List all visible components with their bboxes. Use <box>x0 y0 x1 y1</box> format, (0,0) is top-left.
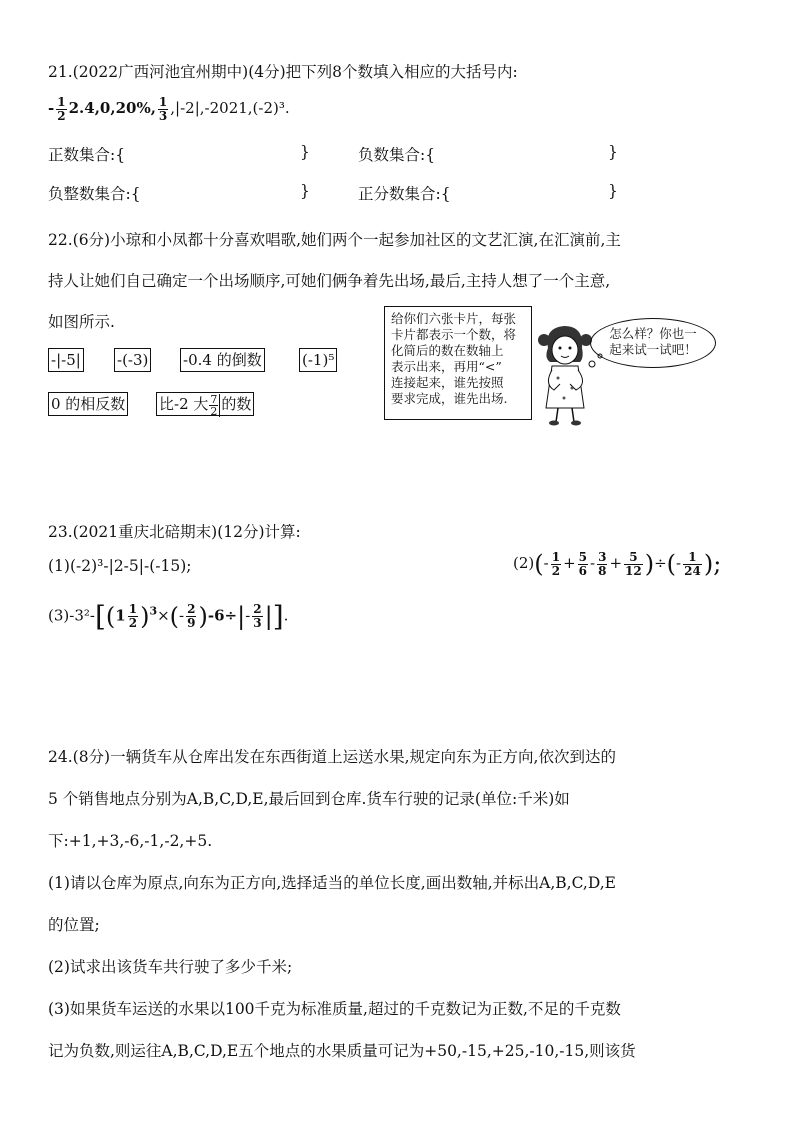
q21-minus: - <box>48 99 55 118</box>
q21-set-positive: 正数集合:{ <box>48 146 126 164</box>
speech-line: 卡片都表示一个数，将 <box>391 327 517 342</box>
q21-set-negative: 负数集合:{ <box>358 146 436 164</box>
q22-line1: 22.(6分)小琼和小凤都十分喜欢唱歌,她们两个一起参加社区的文艺汇演,在汇演前,主 <box>48 231 621 249</box>
q21-frac-half: $\frac{1}{2}$ <box>57 95 66 123</box>
speech-line: 表示出来，再用“<” <box>391 359 502 374</box>
q21-numbers <box>48 96 290 122</box>
q24-line: (1)请以仓库为原点,向东为正方向,选择适当的单位长度,画出数轴,并标出A,B,C,D,E <box>48 874 616 892</box>
q21-set-pos-fraction: 正分数集合:{ <box>358 185 451 203</box>
q24-line: (3)如果货车运送的水果以100千克为标准质量,超过的千克数记为正数,不足的千克数 <box>48 1000 621 1018</box>
speech-line: 连接起来，谁先按照 <box>391 375 504 390</box>
girl-thought-bubble <box>590 318 716 368</box>
q24-line: 记为负数,则运往A,B,C,D,E五个地点的水果质量可记为+50,-15,+25,-10,-15,则该货 <box>48 1042 636 1060</box>
q22-line3: 如图所示. <box>48 313 115 331</box>
card-3: -0.4 的倒数 <box>180 348 265 372</box>
q24-line: 5 个销售地点分别为A,B,C,D,E,最后回到仓库.货车行驶的记录(单位:千米)如 <box>48 790 570 808</box>
q23-header: 23.(2021重庆北碚期末)(12分)计算: <box>48 523 301 541</box>
q24-line: 下:+1,+3,-6,-1,-2,+5. <box>48 832 213 850</box>
card-5: 0 的相反数 <box>48 392 128 416</box>
card-2: -(-3) <box>114 348 151 372</box>
card-6 <box>156 392 254 416</box>
q23-part1: (1)(-2)³-|2-5|-(-15); <box>48 557 192 575</box>
q21-set-negative-close: } <box>608 143 618 161</box>
q21-nums-mid: 2.4,0,20%, <box>68 99 156 118</box>
q21-frac-third: $\frac{1}{3}$ <box>158 95 168 123</box>
host-speech-box <box>384 306 532 420</box>
card-6-text-b: 的数 <box>221 395 252 413</box>
q23-part3: (3)-3²-[(1 $\frac{1}{2}$ )$^3$×(- $\frac{2}{9}$ )-6÷|- $\frac{2}{3}$ |]. <box>48 600 289 633</box>
card-6-frac: $\frac{7}{2}$ <box>209 394 220 417</box>
card-4: (-1)⁵ <box>299 348 337 372</box>
q21-set-positive-close: } <box>300 143 310 161</box>
q21-nums-rest: ,|-2|,-2021,(-2)³. <box>170 99 290 118</box>
speech-line: 化简后的数在数轴上 <box>391 343 504 358</box>
q21-set-pos-fraction-close: } <box>608 182 618 200</box>
q24-line: 的位置; <box>48 916 100 934</box>
q21-header: 21.(2022广西河池宜州期中)(4分)把下列8个数填入相应的大括号内: <box>48 63 518 81</box>
q21-set-neg-integer: 负整数集合:{ <box>48 185 141 203</box>
q22-line2: 持人让她们自己确定一个出场顺序,可她们俩争着先出场,最后,主持人想了一个主意, <box>48 272 611 290</box>
q24-line: 24.(8分)一辆货车从仓库出发在东西街道上运送水果,规定向东为正方向,依次到达的 <box>48 748 616 766</box>
q21-set-neg-integer-close: } <box>300 182 310 200</box>
card-6-text-a: 比-2 大 <box>159 395 209 413</box>
speech-line: 给你们六张卡片，每张 <box>391 311 517 326</box>
card-1: -|-5| <box>48 348 84 372</box>
speech-line: 要求完成，谁先出场. <box>391 391 508 406</box>
bubble-line: 怎么样？你也一 <box>609 326 697 341</box>
q24-line: (2)试求出该货车共行驶了多少千米; <box>48 958 293 976</box>
q23-part2: (2)(- $\frac{1}{2}$ + $\frac{5}{6}$ - $\frac{3}{8}$ + $\frac{5}{12}$ )÷(- $\frac{1}{24}$ ); <box>513 549 722 578</box>
bubble-line: 起来试一试吧！ <box>609 342 697 357</box>
